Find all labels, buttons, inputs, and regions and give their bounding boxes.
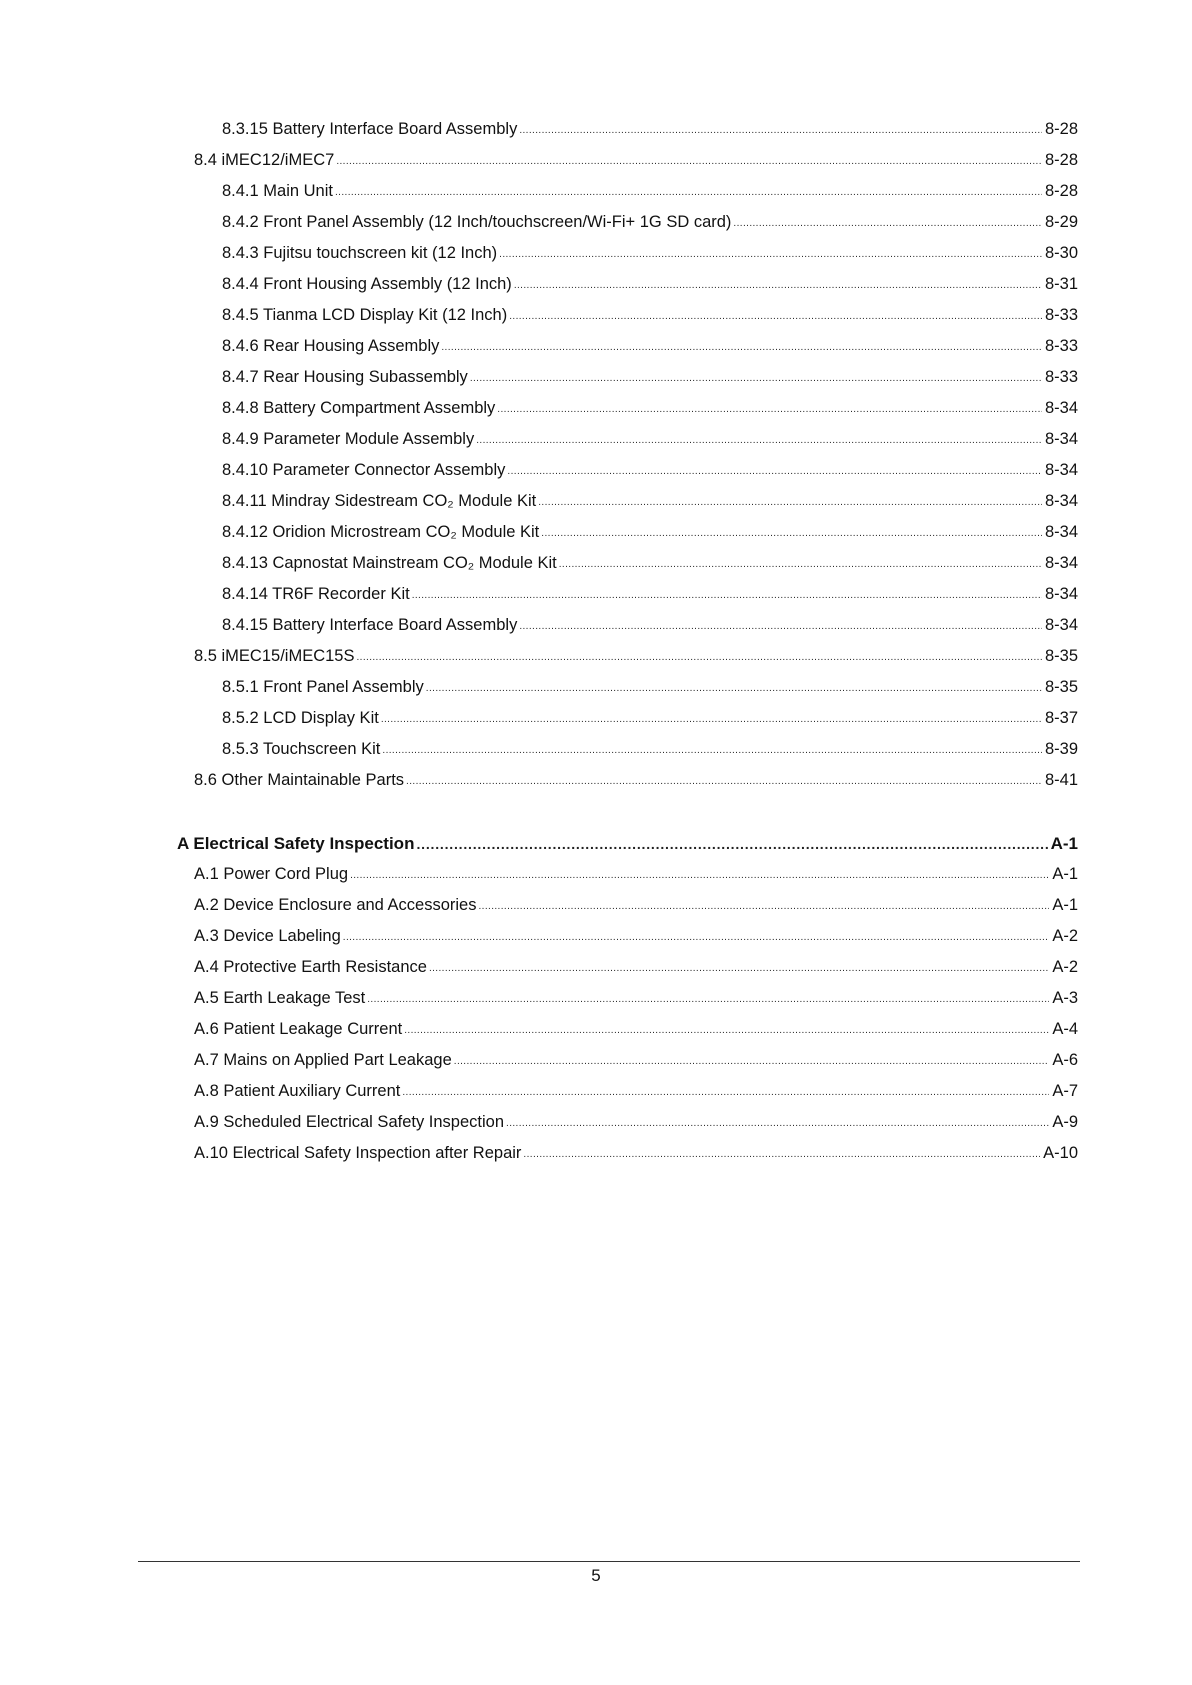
dot-leader [541, 529, 1042, 539]
dot-leader [507, 467, 1042, 477]
toc-entry-page: A-4 [1052, 1020, 1078, 1038]
toc-entry-label: A.5 Earth Leakage Test [194, 989, 366, 1007]
toc-entry-page: 8-34 [1044, 492, 1078, 510]
page-number: 5 [591, 1566, 601, 1585]
toc-entry-page: 8-39 [1044, 740, 1078, 758]
toc-entry-a-1[interactable] [194, 859, 1078, 890]
toc-entry-page: A-7 [1052, 1082, 1078, 1100]
toc-entry-8-4-14[interactable] [222, 579, 1078, 610]
toc-entry-label: 8.6 Other Maintainable Parts [194, 771, 405, 789]
toc-chapter-label: A Electrical Safety Inspection [177, 834, 415, 853]
dot-leader [402, 1088, 1049, 1098]
toc-entry-page: A-10 [1043, 1144, 1078, 1162]
toc-entry-label: 8.4.3 Fujitsu touchscreen kit (12 Inch) [222, 244, 498, 262]
dot-leader [519, 126, 1042, 136]
dot-leader [514, 281, 1042, 291]
toc-entry-page: 8-34 [1044, 616, 1078, 634]
toc-entry-label: 8.4.7 Rear Housing Subassembly [222, 368, 468, 386]
toc-entry-label: 8.4 iMEC12/iMEC7 [194, 151, 335, 169]
toc-entry-label: A.7 Mains on Applied Part Leakage [194, 1051, 452, 1069]
toc-entry-label: 8.4.15 Battery Interface Board Assembly [222, 616, 518, 634]
dot-leader [412, 591, 1042, 601]
toc-entry-8-4-6[interactable] [222, 331, 1078, 362]
toc-entry-page: 8-28 [1044, 120, 1078, 138]
dot-leader [509, 312, 1042, 322]
dot-leader [429, 964, 1049, 974]
toc-entry-8-4[interactable] [194, 145, 1078, 176]
toc-entry-8-5-2[interactable] [222, 703, 1078, 734]
toc-entry-page: A-2 [1052, 927, 1078, 945]
toc-entry-label: 8.4.11 Mindray Sidestream CO₂ Module Kit [222, 492, 537, 510]
toc-entry-8-4-8[interactable] [222, 393, 1078, 424]
dot-leader [356, 653, 1041, 663]
toc-entry-a-10[interactable] [194, 1138, 1078, 1169]
toc-entry-a-5[interactable] [194, 983, 1078, 1014]
toc-entry-page: A-3 [1052, 989, 1078, 1007]
toc-entry-page: A-2 [1052, 958, 1078, 976]
dot-leader [416, 837, 1047, 851]
toc-entry-label: 8.4.5 Tianma LCD Display Kit (12 Inch) [222, 306, 508, 324]
toc-entry-label: 8.4.6 Rear Housing Assembly [222, 337, 440, 355]
dot-leader [476, 436, 1042, 446]
toc-entry-a-6[interactable] [194, 1014, 1078, 1045]
toc-entry-8-4-9[interactable] [222, 424, 1078, 455]
toc-entry-page: 8-34 [1044, 523, 1078, 541]
toc-entry-label: 8.5.2 LCD Display Kit [222, 709, 379, 727]
toc-entry-page: 8-29 [1044, 213, 1078, 231]
dot-leader [350, 871, 1049, 881]
dot-leader [470, 374, 1042, 384]
dot-leader [523, 1150, 1040, 1160]
toc-entry-a-8[interactable] [194, 1076, 1078, 1107]
footer-divider [138, 1561, 1080, 1562]
toc-entry-page: A-1 [1052, 896, 1078, 914]
dot-leader [336, 157, 1042, 167]
dot-leader [382, 746, 1042, 756]
toc-entry-label: A.4 Protective Earth Resistance [194, 958, 427, 976]
toc-entry-label: A.6 Patient Leakage Current [194, 1020, 403, 1038]
toc-entry-8-4-10[interactable] [222, 455, 1078, 486]
toc-entry-8-4-12[interactable] [222, 517, 1078, 548]
toc-entry-8-4-1[interactable] [222, 176, 1078, 207]
toc-entry-page: 8-37 [1044, 709, 1078, 727]
toc-entry-8-4-7[interactable] [222, 362, 1078, 393]
dot-leader [381, 715, 1042, 725]
toc-entry-8-4-5[interactable] [222, 300, 1078, 331]
toc-entry-label: 8.4.13 Capnostat Mainstream CO₂ Module Kit [222, 554, 557, 572]
toc-entry-8-6[interactable] [194, 765, 1078, 796]
toc-entry-8-4-2[interactable] [222, 207, 1078, 238]
toc-entry-8-5-3[interactable] [222, 734, 1078, 765]
toc-entry-page: 8-28 [1044, 182, 1078, 200]
dot-leader [506, 1119, 1049, 1129]
toc-entry-a-4[interactable] [194, 952, 1078, 983]
toc-entry-page: 8-28 [1044, 151, 1078, 169]
dot-leader [559, 560, 1042, 570]
toc-entry-label: 8.4.12 Oridion Microstream CO₂ Module Kit [222, 523, 540, 541]
toc-entry-8-3-15[interactable] [222, 114, 1078, 145]
toc-entry-label: 8.4.1 Main Unit [222, 182, 333, 200]
toc-entry-8-5[interactable] [194, 641, 1078, 672]
toc-entry-page: 8-34 [1044, 554, 1078, 572]
toc-entry-label: 8.4.8 Battery Compartment Assembly [222, 399, 496, 417]
dot-leader [733, 219, 1042, 229]
dot-leader [406, 777, 1042, 787]
toc-entry-a-7[interactable] [194, 1045, 1078, 1076]
toc-chapter-a[interactable] [177, 828, 1078, 859]
toc-chapter-page: A-1 [1050, 834, 1078, 853]
toc-entry-label: 8.3.15 Battery Interface Board Assembly [222, 120, 518, 138]
dot-leader [454, 1057, 1050, 1067]
toc-entry-page: 8-30 [1044, 244, 1078, 262]
toc-entry-label: 8.4.10 Parameter Connector Assembly [222, 461, 506, 479]
toc-entry-page: 8-35 [1044, 647, 1078, 665]
dot-leader [519, 622, 1042, 632]
toc-entry-page: A-6 [1052, 1051, 1078, 1069]
toc-entry-label: 8.4.4 Front Housing Assembly (12 Inch) [222, 275, 512, 293]
toc-entry-label: A.9 Scheduled Electrical Safety Inspection [194, 1113, 505, 1131]
toc-entry-label: A.1 Power Cord Plug [194, 865, 349, 883]
toc-entry-label: A.10 Electrical Safety Inspection after Repair [194, 1144, 522, 1162]
toc-entry-label: A.8 Patient Auxiliary Current [194, 1082, 401, 1100]
toc-entry-8-4-13[interactable] [222, 548, 1078, 579]
toc-entry-page: 8-34 [1044, 430, 1078, 448]
toc-entry-page: 8-33 [1044, 368, 1078, 386]
dot-leader [367, 995, 1049, 1005]
toc-entry-label: A.2 Device Enclosure and Accessories [194, 896, 477, 914]
dot-leader [343, 933, 1050, 943]
toc-entry-8-5-1[interactable] [222, 672, 1078, 703]
toc-entry-page: 8-34 [1044, 585, 1078, 603]
dot-leader [497, 405, 1042, 415]
toc-entry-label: 8.5 iMEC15/iMEC15S [194, 647, 355, 665]
toc-entry-8-4-3[interactable] [222, 238, 1078, 269]
toc-entry-label: 8.4.14 TR6F Recorder Kit [222, 585, 410, 603]
toc-entry-a-9[interactable] [194, 1107, 1078, 1138]
toc-entry-a-2[interactable] [194, 890, 1078, 921]
toc-entry-8-4-4[interactable] [222, 269, 1078, 300]
toc-entry-page: 8-41 [1044, 771, 1078, 789]
toc-entry-page: 8-34 [1044, 461, 1078, 479]
toc-entry-8-4-15[interactable] [222, 610, 1078, 641]
dot-leader [404, 1026, 1049, 1036]
toc-entry-page: A-1 [1052, 865, 1078, 883]
dot-leader [335, 188, 1042, 198]
toc-entry-page: 8-33 [1044, 337, 1078, 355]
dot-leader [441, 343, 1042, 353]
toc-entry-label: A.3 Device Labeling [194, 927, 341, 945]
dot-leader [426, 684, 1042, 694]
toc-entry-label: 8.5.1 Front Panel Assembly [222, 678, 424, 696]
dot-leader [538, 498, 1042, 508]
dot-leader [499, 250, 1042, 260]
toc-entry-8-4-11[interactable] [222, 486, 1078, 517]
toc-entry-page: 8-34 [1044, 399, 1078, 417]
toc-entry-page: 8-31 [1044, 275, 1078, 293]
toc-entry-page: 8-35 [1044, 678, 1078, 696]
toc-entry-label: 8.4.9 Parameter Module Assembly [222, 430, 475, 448]
toc-entry-page: 8-33 [1044, 306, 1078, 324]
toc-entry-label: 8.4.2 Front Panel Assembly (12 Inch/touchscreen/Wi-Fi+ 1G SD card) [222, 213, 732, 231]
toc-entry-a-3[interactable] [194, 921, 1078, 952]
dot-leader [478, 902, 1049, 912]
toc-entry-label: 8.5.3 Touchscreen Kit [222, 740, 381, 758]
toc-entry-page: A-9 [1052, 1113, 1078, 1131]
